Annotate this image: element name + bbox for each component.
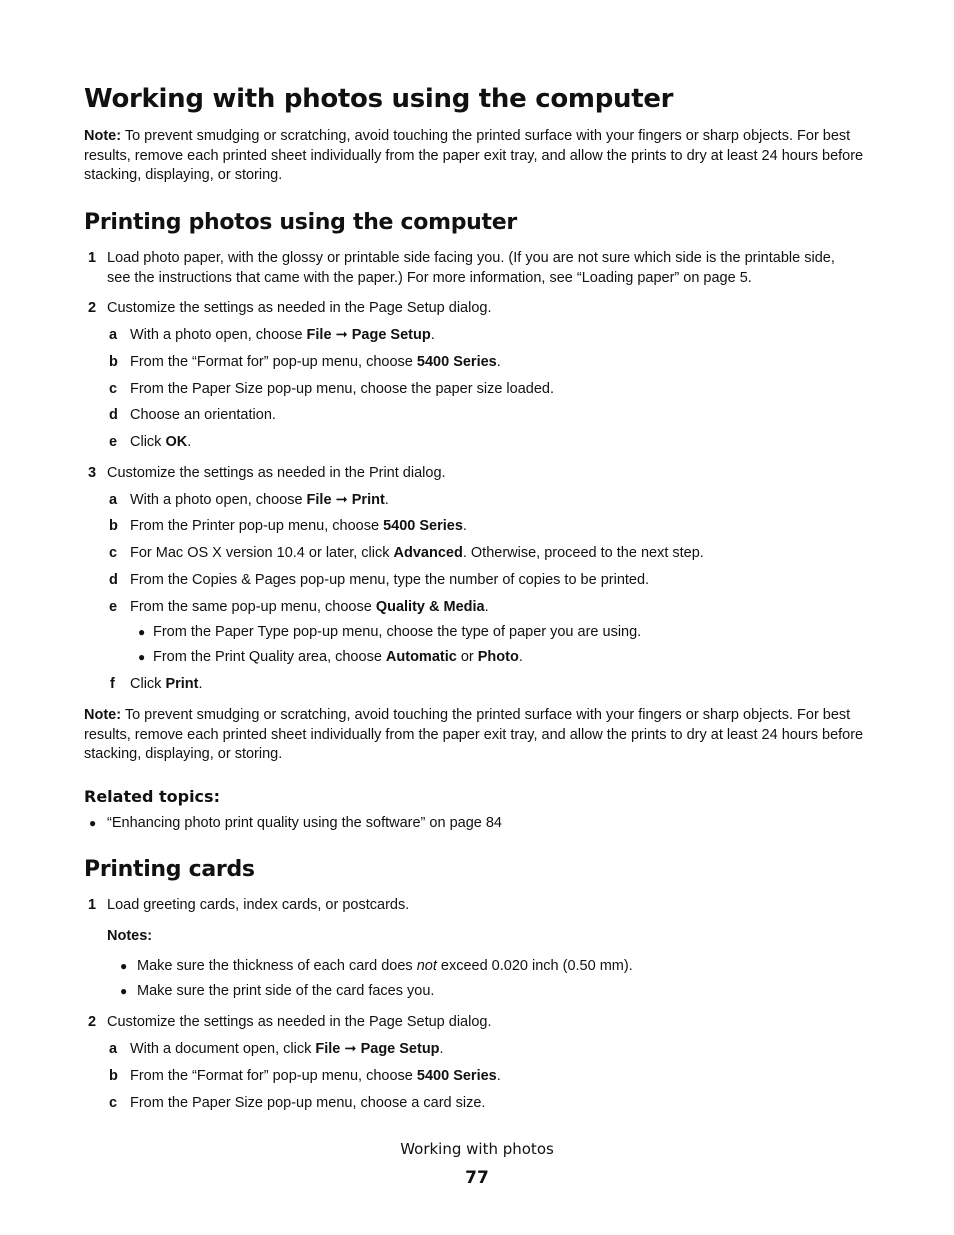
arrow-icon: ➞ <box>344 1041 357 1057</box>
page-number: 77 <box>465 1168 489 1188</box>
menu-print: Print <box>351 492 385 508</box>
text-run: . <box>496 1068 501 1084</box>
substep-text: From the Copies & Pages pop-up menu, type the number of copies to be printed. <box>130 572 650 588</box>
step-text: Load photo paper, with the glossy or printable side facing you. (If you are not sure which side is the printable side, <box>107 250 835 266</box>
bullet-text: Make sure the print side of the card faces you. <box>137 983 435 999</box>
step-number: 2 <box>88 300 97 316</box>
substep-letter: a <box>109 1041 118 1057</box>
text-run: From the “Format for” pop-up menu, choose <box>130 354 417 370</box>
text-run: From the same pop-up menu, choose <box>130 599 376 615</box>
note-label: Note: <box>84 128 122 144</box>
substep-text <box>130 325 435 345</box>
step-text: Customize the settings as needed in the Page Setup dialog. <box>107 1014 492 1030</box>
substep-letter: c <box>109 1095 118 1111</box>
substep-letter: e <box>109 599 118 615</box>
note-label: Note: <box>84 707 122 723</box>
substep-letter: b <box>109 1068 118 1084</box>
menu-file: File <box>315 1041 341 1057</box>
substep-letter: f <box>110 676 115 692</box>
text-run: . Otherwise, proceed to the next step. <box>462 545 704 561</box>
bullet-icon: ● <box>138 625 146 639</box>
note-paragraph-bottom <box>84 706 874 765</box>
button-ok-label: OK <box>165 434 188 450</box>
step-number: 3 <box>88 465 97 481</box>
substep-text <box>130 1039 444 1059</box>
substep-text: Choose an orientation. <box>130 407 276 423</box>
substep-text <box>130 516 467 536</box>
substep-text <box>130 674 203 694</box>
text-run: Click <box>130 434 166 450</box>
menu-page-setup: Page Setup <box>351 327 431 343</box>
step-text: Customize the settings as needed in the Print dialog. <box>107 465 446 481</box>
substep-letter: d <box>109 572 118 588</box>
substep-text <box>130 543 704 563</box>
text-run: From the “Format for” pop-up menu, choose <box>130 1068 417 1084</box>
related-topic-link[interactable]: “Enhancing photo print quality using the software” on page 84 <box>107 815 502 831</box>
substep-text: From the Paper Size pop-up menu, choose the paper size loaded. <box>130 381 554 397</box>
bullet-text <box>153 647 523 667</box>
step-text: Load greeting cards, index cards, or postcards. <box>107 897 410 913</box>
note-text: To prevent smudging or scratching, avoid touching the printed surface with your fingers or sharp objects. For best results, remove each printed sheet individually from the paper exit tray, and allow the prints to dry at least 24 hours before stacking, displaying, or storing. <box>84 128 864 184</box>
bullet-icon: ● <box>89 816 97 830</box>
printer-name: 5400 Series <box>383 518 463 534</box>
text-run: With a photo open, choose <box>130 492 307 508</box>
footer-section-name: Working with photos <box>400 1140 554 1158</box>
bullet-text <box>137 956 633 976</box>
bullet-icon: ● <box>138 650 146 664</box>
arrow-icon: ➞ <box>335 492 348 508</box>
text-run: . <box>496 354 501 370</box>
step-text: see the instructions that came with the paper.) For more information, see “Loading paper” on page 5. <box>107 270 752 286</box>
printer-name: 5400 Series <box>416 1068 497 1084</box>
button-print-label: Print <box>165 676 199 692</box>
step-number: 2 <box>88 1014 97 1030</box>
substep-letter: d <box>109 407 118 423</box>
text-run: From the Printer pop-up menu, choose <box>130 518 384 534</box>
text-run: With a photo open, choose <box>130 327 307 343</box>
note-paragraph-top <box>84 127 874 186</box>
section-heading-printing-cards: Printing cards <box>84 857 255 882</box>
menu-page-setup: Page Setup <box>360 1041 440 1057</box>
text-run: From the Print Quality area, choose <box>153 649 386 665</box>
arrow-icon: ➞ <box>335 327 348 343</box>
step-number: 1 <box>88 897 97 913</box>
page-title: Working with photos using the computer <box>84 84 674 114</box>
notes-label: Notes: <box>107 928 153 944</box>
bullet-icon: ● <box>120 959 128 973</box>
text-run: Click <box>130 676 166 692</box>
substep-text: From the Paper Size pop-up menu, choose a card size. <box>130 1095 486 1111</box>
text-run: For Mac OS X version 10.4 or later, click <box>130 545 394 561</box>
text-run: exceed 0.020 inch (0.50 mm). <box>436 958 633 974</box>
printer-name: 5400 Series <box>416 354 497 370</box>
menu-quality-media: Quality & Media <box>375 599 485 615</box>
substep-letter: a <box>109 327 118 343</box>
substep-text <box>130 352 501 372</box>
bullet-text: From the Paper Type pop-up menu, choose the type of paper you are using. <box>153 624 642 640</box>
substep-letter: c <box>109 381 118 397</box>
menu-file: File <box>306 327 332 343</box>
substep-letter: b <box>109 518 118 534</box>
substep-text <box>130 597 489 617</box>
substep-letter: c <box>109 545 118 561</box>
option-photo: Photo <box>477 649 519 665</box>
text-run: . <box>384 492 389 508</box>
substep-text <box>130 1066 501 1086</box>
option-automatic: Automatic <box>385 649 457 665</box>
text-run: . <box>187 434 192 450</box>
note-text: To prevent smudging or scratching, avoid touching the printed surface with your fingers or sharp objects. For best results, remove each printed sheet individually from the paper exit tray, and allow the prints to dry at least 24 hours before stacking, displaying, or storing. <box>84 707 864 763</box>
substep-text <box>130 432 191 452</box>
text-run: . <box>518 649 523 665</box>
button-advanced-label: Advanced <box>393 545 463 561</box>
section-heading-printing-photos: Printing photos using the computer <box>84 210 517 235</box>
text-run: Make sure the thickness of each card does <box>137 958 417 974</box>
substep-text <box>130 490 389 510</box>
text-run: . <box>462 518 467 534</box>
text-run: . <box>198 676 203 692</box>
substep-letter: e <box>109 434 118 450</box>
text-run: . <box>430 327 435 343</box>
substep-letter: a <box>109 492 118 508</box>
bullet-icon: ● <box>120 984 128 998</box>
text-run: or <box>456 649 478 665</box>
menu-file: File <box>306 492 332 508</box>
step-number: 1 <box>88 250 97 266</box>
text-run: . <box>439 1041 444 1057</box>
related-topics-heading: Related topics: <box>84 787 220 806</box>
text-run: With a document open, click <box>130 1041 316 1057</box>
substep-letter: b <box>109 354 118 370</box>
emphasis-not: not <box>416 958 437 974</box>
step-text: Customize the settings as needed in the Page Setup dialog. <box>107 300 492 316</box>
text-run: . <box>484 599 489 615</box>
